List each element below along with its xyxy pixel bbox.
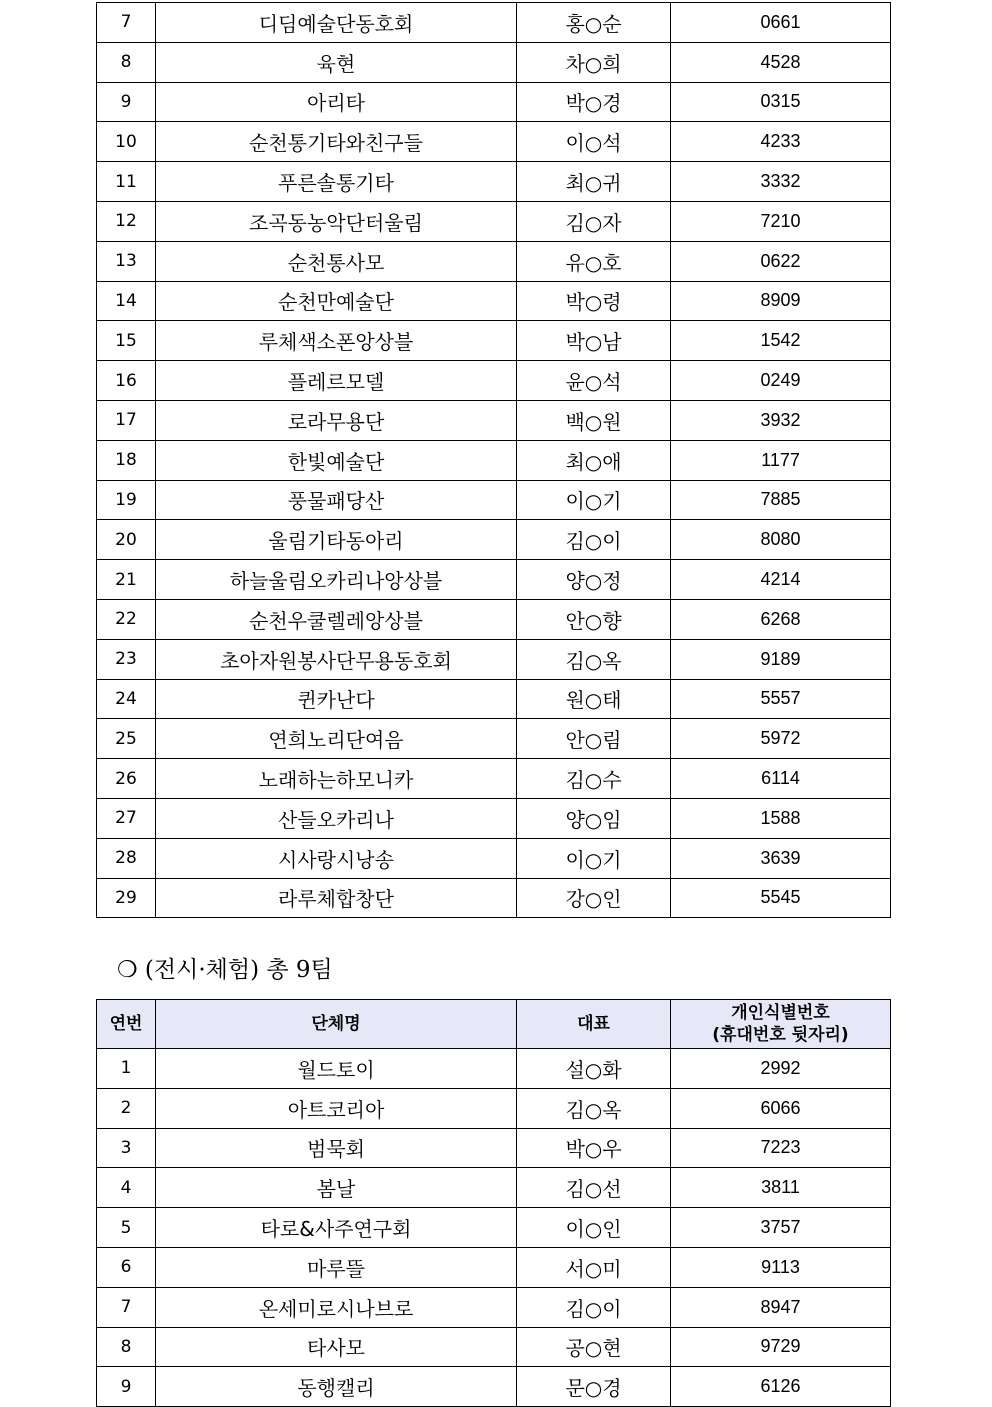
representative-name: 이○기 bbox=[517, 838, 671, 878]
table-row bbox=[97, 599, 891, 639]
id-number: 4528 bbox=[671, 42, 891, 82]
table-row bbox=[97, 639, 891, 679]
row-number: 24 bbox=[97, 679, 156, 719]
table-row bbox=[97, 122, 891, 162]
representative-name: 안○림 bbox=[517, 719, 671, 759]
header-id-number-line2: (휴대번호 뒷자리) bbox=[712, 1025, 849, 1045]
representative-name: 차○희 bbox=[517, 42, 671, 82]
header-representative: 대표 bbox=[517, 1000, 671, 1049]
row-number: 25 bbox=[97, 719, 156, 759]
exhibition-team-table bbox=[96, 999, 891, 1407]
id-number: 3932 bbox=[671, 400, 891, 440]
id-number: 7223 bbox=[671, 1128, 891, 1168]
team-name: 순천만예술단 bbox=[156, 281, 517, 321]
table-row bbox=[97, 480, 891, 520]
header-id-number-line1: 개인식별번호 bbox=[731, 1003, 830, 1023]
table-row bbox=[97, 679, 891, 719]
row-number: 8 bbox=[97, 42, 156, 82]
representative-name: 이○석 bbox=[517, 122, 671, 162]
representative-name: 원○태 bbox=[517, 679, 671, 719]
team-name: 산들오카리나 bbox=[156, 798, 517, 838]
id-number: 3639 bbox=[671, 838, 891, 878]
table-header-row bbox=[97, 1000, 891, 1049]
team-name: 타로&사주연구회 bbox=[156, 1208, 517, 1248]
id-number: 2992 bbox=[671, 1049, 891, 1089]
team-name: 육현 bbox=[156, 42, 517, 82]
team-name: 범묵회 bbox=[156, 1128, 517, 1168]
team-name: 순천우쿨렐레앙상블 bbox=[156, 599, 517, 639]
team-name: 연희노리단여음 bbox=[156, 719, 517, 759]
exhibition-section-heading: ❍ (전시·체험) 총 9팀 bbox=[117, 957, 333, 983]
id-number: 0315 bbox=[671, 82, 891, 122]
id-number: 1542 bbox=[671, 321, 891, 361]
representative-name: 문○경 bbox=[517, 1367, 671, 1407]
id-number: 7210 bbox=[671, 201, 891, 241]
representative-name: 백○원 bbox=[517, 400, 671, 440]
table-row bbox=[97, 1128, 891, 1168]
row-number: 13 bbox=[97, 241, 156, 281]
performance-team-table-body bbox=[97, 3, 891, 918]
table-row bbox=[97, 440, 891, 480]
team-name: 시사랑시낭송 bbox=[156, 838, 517, 878]
representative-name: 박○경 bbox=[517, 82, 671, 122]
representative-name: 공○현 bbox=[517, 1327, 671, 1367]
row-number: 2 bbox=[97, 1088, 156, 1128]
team-name: 봄날 bbox=[156, 1168, 517, 1208]
id-number: 4233 bbox=[671, 122, 891, 162]
id-number: 3332 bbox=[671, 162, 891, 202]
row-number: 29 bbox=[97, 878, 156, 918]
row-number: 11 bbox=[97, 162, 156, 202]
exhibition-team-table-body bbox=[97, 1049, 891, 1407]
header-number: 연번 bbox=[97, 1000, 156, 1049]
table-row bbox=[97, 361, 891, 401]
id-number: 6268 bbox=[671, 599, 891, 639]
id-number: 5545 bbox=[671, 878, 891, 918]
row-number: 1 bbox=[97, 1049, 156, 1089]
row-number: 27 bbox=[97, 798, 156, 838]
id-number: 4214 bbox=[671, 560, 891, 600]
representative-name: 박○남 bbox=[517, 321, 671, 361]
row-number: 21 bbox=[97, 560, 156, 600]
table-row bbox=[97, 1208, 891, 1248]
table-row bbox=[97, 1367, 891, 1407]
table-row bbox=[97, 838, 891, 878]
table-row bbox=[97, 520, 891, 560]
table-row bbox=[97, 42, 891, 82]
row-number: 16 bbox=[97, 361, 156, 401]
team-name: 라루체합창단 bbox=[156, 878, 517, 918]
row-number: 9 bbox=[97, 1367, 156, 1407]
team-name: 하늘울림오카리나앙상블 bbox=[156, 560, 517, 600]
id-number: 8080 bbox=[671, 520, 891, 560]
row-number: 15 bbox=[97, 321, 156, 361]
team-name: 루체색소폰앙상블 bbox=[156, 321, 517, 361]
id-number: 6066 bbox=[671, 1088, 891, 1128]
team-name: 동행캘리 bbox=[156, 1367, 517, 1407]
representative-name: 김○자 bbox=[517, 201, 671, 241]
representative-name: 박○우 bbox=[517, 1128, 671, 1168]
row-number: 5 bbox=[97, 1208, 156, 1248]
team-name: 조곡동농악단터울림 bbox=[156, 201, 517, 241]
representative-name: 김○이 bbox=[517, 1287, 671, 1327]
row-number: 3 bbox=[97, 1128, 156, 1168]
team-name: 디딤예술단동호회 bbox=[156, 3, 517, 43]
representative-name: 김○옥 bbox=[517, 639, 671, 679]
table-row bbox=[97, 759, 891, 799]
table-row bbox=[97, 798, 891, 838]
representative-name: 박○령 bbox=[517, 281, 671, 321]
row-number: 26 bbox=[97, 759, 156, 799]
table-row bbox=[97, 241, 891, 281]
table-row bbox=[97, 719, 891, 759]
representative-name: 김○이 bbox=[517, 520, 671, 560]
team-name: 노래하는하모니카 bbox=[156, 759, 517, 799]
representative-name: 김○수 bbox=[517, 759, 671, 799]
id-number: 5557 bbox=[671, 679, 891, 719]
id-number: 6126 bbox=[671, 1367, 891, 1407]
representative-name: 최○귀 bbox=[517, 162, 671, 202]
table-row bbox=[97, 1168, 891, 1208]
id-number: 0249 bbox=[671, 361, 891, 401]
id-number: 3757 bbox=[671, 1208, 891, 1248]
team-name: 풍물패당산 bbox=[156, 480, 517, 520]
table-row bbox=[97, 3, 891, 43]
table-row bbox=[97, 400, 891, 440]
row-number: 19 bbox=[97, 480, 156, 520]
table-row bbox=[97, 1287, 891, 1327]
representative-name: 안○향 bbox=[517, 599, 671, 639]
team-name: 타사모 bbox=[156, 1327, 517, 1367]
representative-name: 윤○석 bbox=[517, 361, 671, 401]
id-number: 1177 bbox=[671, 440, 891, 480]
table-row bbox=[97, 281, 891, 321]
row-number: 9 bbox=[97, 82, 156, 122]
team-name: 한빛예술단 bbox=[156, 440, 517, 480]
id-number: 0622 bbox=[671, 241, 891, 281]
table-row bbox=[97, 321, 891, 361]
team-name: 순천통기타와친구들 bbox=[156, 122, 517, 162]
representative-name: 설○화 bbox=[517, 1049, 671, 1089]
id-number: 9113 bbox=[671, 1247, 891, 1287]
header-team-name: 단체명 bbox=[156, 1000, 517, 1049]
id-number: 1588 bbox=[671, 798, 891, 838]
id-number: 8909 bbox=[671, 281, 891, 321]
performance-team-table bbox=[96, 2, 891, 918]
row-number: 17 bbox=[97, 400, 156, 440]
row-number: 23 bbox=[97, 639, 156, 679]
table-row bbox=[97, 878, 891, 918]
representative-name: 최○애 bbox=[517, 440, 671, 480]
team-name: 로라무용단 bbox=[156, 400, 517, 440]
id-number: 8947 bbox=[671, 1287, 891, 1327]
representative-name: 강○인 bbox=[517, 878, 671, 918]
table-row bbox=[97, 560, 891, 600]
row-number: 10 bbox=[97, 122, 156, 162]
id-number: 0661 bbox=[671, 3, 891, 43]
row-number: 4 bbox=[97, 1168, 156, 1208]
row-number: 6 bbox=[97, 1247, 156, 1287]
representative-name: 유○호 bbox=[517, 241, 671, 281]
representative-name: 김○선 bbox=[517, 1168, 671, 1208]
representative-name: 홍○순 bbox=[517, 3, 671, 43]
row-number: 8 bbox=[97, 1327, 156, 1367]
team-name: 월드토이 bbox=[156, 1049, 517, 1089]
team-name: 푸른솔통기타 bbox=[156, 162, 517, 202]
team-name: 마루뜰 bbox=[156, 1247, 517, 1287]
representative-name: 서○미 bbox=[517, 1247, 671, 1287]
table-row bbox=[97, 162, 891, 202]
row-number: 14 bbox=[97, 281, 156, 321]
row-number: 22 bbox=[97, 599, 156, 639]
team-name: 온세미로시나브로 bbox=[156, 1287, 517, 1327]
team-name: 퀸카난다 bbox=[156, 679, 517, 719]
id-number: 9729 bbox=[671, 1327, 891, 1367]
row-number: 18 bbox=[97, 440, 156, 480]
team-name: 플레르모델 bbox=[156, 361, 517, 401]
representative-name: 양○임 bbox=[517, 798, 671, 838]
team-name: 아리타 bbox=[156, 82, 517, 122]
id-number: 3811 bbox=[671, 1168, 891, 1208]
representative-name: 이○인 bbox=[517, 1208, 671, 1248]
row-number: 7 bbox=[97, 1287, 156, 1327]
table-row bbox=[97, 1327, 891, 1367]
representative-name: 김○옥 bbox=[517, 1088, 671, 1128]
team-name: 울림기타동아리 bbox=[156, 520, 517, 560]
row-number: 28 bbox=[97, 838, 156, 878]
table-row bbox=[97, 1049, 891, 1089]
table-row bbox=[97, 1247, 891, 1287]
table-row bbox=[97, 82, 891, 122]
table-row bbox=[97, 201, 891, 241]
table-row bbox=[97, 1088, 891, 1128]
team-name: 초아자원봉사단무용동호회 bbox=[156, 639, 517, 679]
row-number: 7 bbox=[97, 3, 156, 43]
row-number: 12 bbox=[97, 201, 156, 241]
header-id-number bbox=[671, 1000, 891, 1049]
id-number: 5972 bbox=[671, 719, 891, 759]
team-name: 아트코리아 bbox=[156, 1088, 517, 1128]
representative-name: 양○정 bbox=[517, 560, 671, 600]
team-name: 순천통사모 bbox=[156, 241, 517, 281]
id-number: 6114 bbox=[671, 759, 891, 799]
representative-name: 이○기 bbox=[517, 480, 671, 520]
id-number: 7885 bbox=[671, 480, 891, 520]
row-number: 20 bbox=[97, 520, 156, 560]
id-number: 9189 bbox=[671, 639, 891, 679]
